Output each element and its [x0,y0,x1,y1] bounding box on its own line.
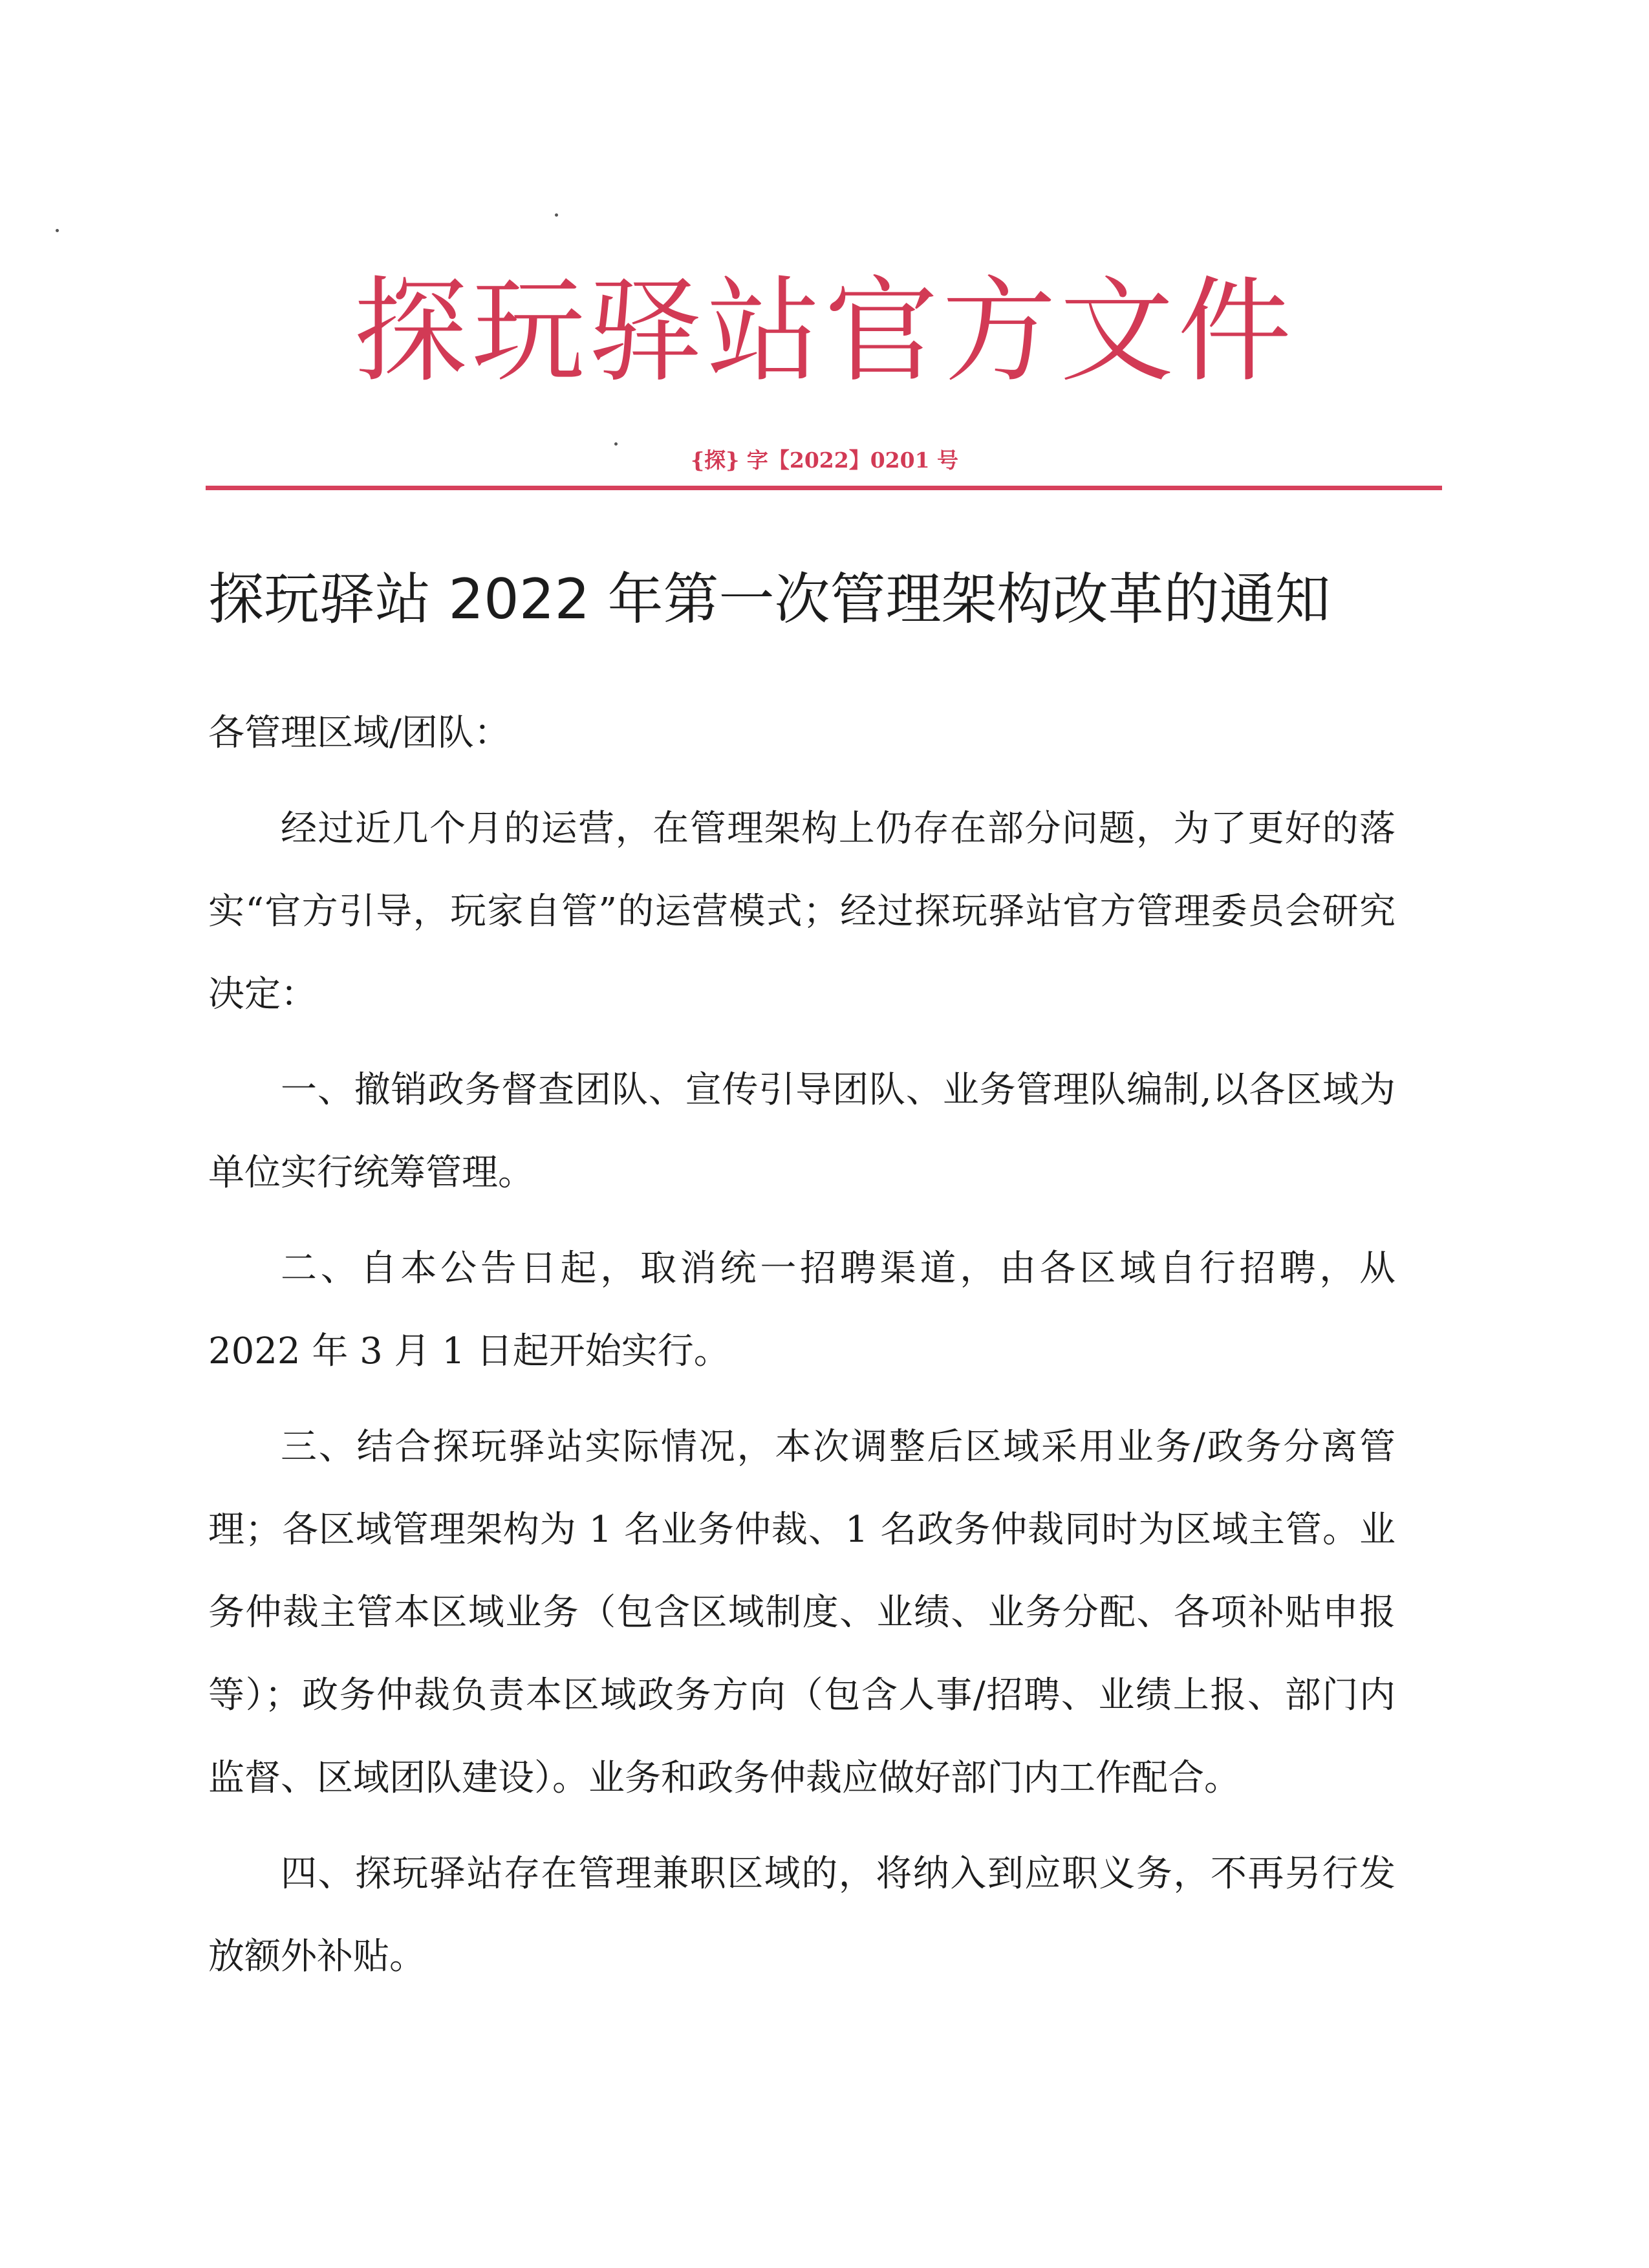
scan-speck [555,213,558,217]
body-paragraph-item-3: 三、结合探玩驿站实际情况，本次调整后区域采用业务/政务分离管理；各区域管理架构为 1 名业务仲裁、1 名政务仲裁同时为区域主管。业务仲裁主管本区域业务（包含区域制度、业绩、业务分配、各项补贴申报等）；政务仲裁负责本区域政务方向（包含人事/招聘、业绩上报、部门内监督、区域团队建设）。业务和政务仲裁应做好部门内工作配合。 [208,1426,1396,1799]
notice-title: 探玩驿站 2022 年第一次管理架构改革的通知 [208,567,1331,632]
body-paragraph-item-1: 一、撤销政务督查团队、宣传引导团队、业务管理队编制,以各区域为单位实行统筹管理。 [208,1069,1396,1194]
body-paragraph-item-4: 四、探玩驿站存在管理兼职区域的，将纳入到应职义务，不再另行发放额外补贴。 [208,1853,1396,1978]
body-paragraph-intro: 经过近几个月的运营，在管理架构上仍存在部分问题，为了更好的落实“官方引导，玩家自管”的运营模式；经过探玩驿站官方管理委员会研究决定： [208,808,1396,1015]
red-header-rule [206,486,1442,490]
scan-speck [614,442,618,446]
salutation: 各管理区域/团队： [208,712,510,754]
body-paragraph-item-2: 二、自本公告日起，取消统一招聘渠道，由各区域自行招聘，从 2022 年 3 月 1 日起开始实行。 [208,1247,1396,1372]
notice-body [208,692,1396,2011]
scan-speck [56,229,59,232]
letterhead-title: 探玩驿站官方文件 [353,265,1295,398]
document-number: {探} 字【2022】0201 号 [690,448,959,473]
